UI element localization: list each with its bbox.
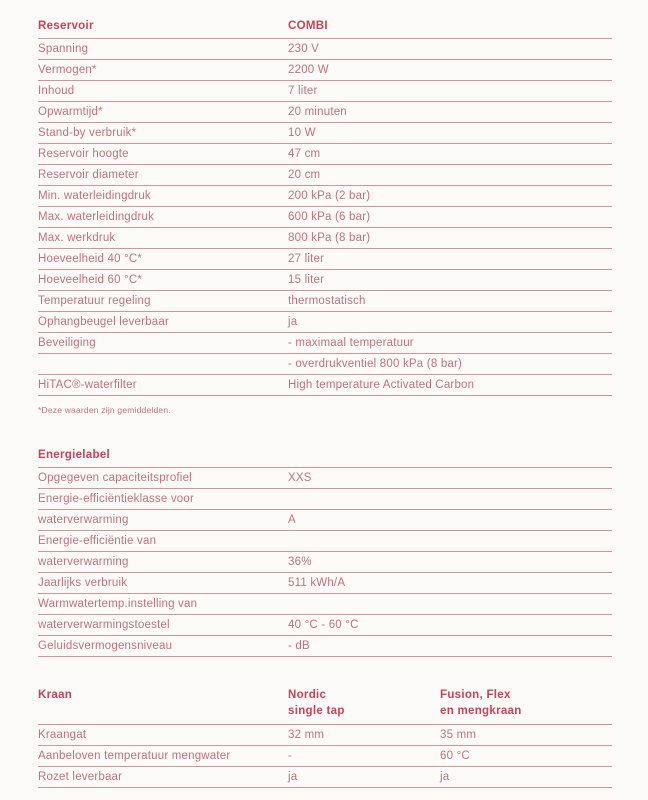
section-gap <box>38 657 612 683</box>
row-label: Stand-by verbruik* <box>38 127 137 139</box>
row-label: Kraangat <box>38 729 87 741</box>
row-value: 40 °C - 60 °C <box>288 619 359 631</box>
table-row <box>38 333 612 354</box>
table-row <box>38 39 612 60</box>
row-value: ja <box>288 316 298 328</box>
row-label: Aanbeloven temperatuur mengwater <box>38 750 231 762</box>
row-label: Geluidsvermogensniveau <box>38 640 173 652</box>
row-label: Opwarmtijd* <box>38 106 103 118</box>
row-label: Energie-efficiëntie van <box>38 535 157 547</box>
table-row <box>38 531 612 552</box>
row-value: 511 kWh/A <box>288 577 346 589</box>
row-value: - maximaal temperatuur <box>288 337 414 349</box>
table-row <box>38 186 612 207</box>
row-label: Reservoir diameter <box>38 169 139 181</box>
row-label: waterverwarming <box>38 556 129 568</box>
table-row <box>38 207 612 228</box>
table-row <box>38 312 612 333</box>
table-row <box>38 468 612 489</box>
table-row <box>38 510 612 531</box>
row-value-fusion: ja <box>440 771 450 783</box>
row-label: Inhoud <box>38 85 75 97</box>
row-value: 27 liter <box>288 253 325 265</box>
row-label: waterverwarmingstoestel <box>38 619 170 631</box>
section-reservoir <box>38 14 612 396</box>
row-label: Beveiliging <box>38 337 96 349</box>
table-row <box>38 144 612 165</box>
row-value: thermostatisch <box>288 295 366 307</box>
row-value: 800 kPa (8 bar) <box>288 232 371 244</box>
row-value: XXS <box>288 472 312 484</box>
table-row <box>38 102 612 123</box>
section-title-energielabel: Energielabel <box>38 449 110 461</box>
table-row <box>38 489 612 510</box>
row-label: Temperatuur regeling <box>38 295 151 307</box>
row-value: - overdrukventiel 800 kPa (8 bar) <box>288 358 463 370</box>
table-row <box>38 767 612 788</box>
row-label: HiTAC®-waterfilter <box>38 379 137 391</box>
row-value-nordic: 32 mm <box>288 729 325 741</box>
table-row <box>38 165 612 186</box>
row-value-nordic: - <box>288 750 293 762</box>
row-value-nordic: ja <box>288 771 298 783</box>
section-title-kraan: Kraan <box>38 689 73 701</box>
row-value: 15 liter <box>288 274 325 286</box>
table-row <box>38 81 612 102</box>
row-label: Hoeveelheid 40 °C* <box>38 253 143 265</box>
table-row <box>38 60 612 81</box>
row-label: Min. waterleidingdruk <box>38 190 151 202</box>
row-label: Ophangbeugel leverbaar <box>38 316 169 328</box>
table-row <box>38 594 612 615</box>
table-row <box>38 725 612 746</box>
section-kraan <box>38 683 612 788</box>
column-header-combi: COMBI <box>288 20 328 32</box>
table-row <box>38 573 612 594</box>
row-value: - dB <box>288 640 310 652</box>
table-row <box>38 270 612 291</box>
table-row <box>38 552 612 573</box>
table-row <box>38 746 612 767</box>
section-gap <box>38 415 612 443</box>
row-label: Reservoir hoogte <box>38 148 129 160</box>
row-label: Rozet leverbaar <box>38 771 123 783</box>
row-value: 230 V <box>288 43 320 55</box>
row-label: Warmwatertemp.instelling van <box>38 598 198 610</box>
row-label: Max. waterleidingdruk <box>38 211 155 223</box>
row-label: Jaarlijks verbruik <box>38 577 128 589</box>
row-value-fusion: 35 mm <box>440 729 477 741</box>
row-label: Spanning <box>38 43 89 55</box>
table-row <box>38 636 612 657</box>
table-row <box>38 249 612 270</box>
kraan-header-row <box>38 683 612 725</box>
table-row <box>38 615 612 636</box>
table-row <box>38 375 612 396</box>
table-row <box>38 291 612 312</box>
section-title-reservoir: Reservoir <box>38 20 94 32</box>
section-energielabel <box>38 443 612 657</box>
row-value: 20 cm <box>288 169 321 181</box>
column-header-nordic: Nordic single tap <box>288 689 345 717</box>
column-header-fusion: Fusion, Flex en mengkraan <box>440 689 522 717</box>
row-value: 20 minuten <box>288 106 347 118</box>
row-value: High temperature Activated Carbon <box>288 379 475 391</box>
row-label: Vermogen* <box>38 64 97 76</box>
footnote: *Deze waarden zijn gemiddelden. <box>38 405 171 415</box>
row-value: 600 kPa (6 bar) <box>288 211 371 223</box>
row-label: Max. werkdruk <box>38 232 116 244</box>
energielabel-header-row <box>38 443 612 468</box>
row-value: 47 cm <box>288 148 321 160</box>
row-value: 2200 W <box>288 64 329 76</box>
row-value: A <box>288 514 296 526</box>
row-label: Energie-efficiëntieklasse voor <box>38 493 195 505</box>
row-value-fusion: 60 °C <box>440 750 470 762</box>
row-value: 7 liter <box>288 85 318 97</box>
table-row <box>38 123 612 144</box>
row-label: waterverwarming <box>38 514 129 526</box>
table-row <box>38 228 612 249</box>
row-value: 36% <box>288 556 312 568</box>
table-row <box>38 354 612 375</box>
row-label: Hoeveelheid 60 °C* <box>38 274 143 286</box>
reservoir-header-row <box>38 14 612 39</box>
row-label: Opgegeven capaciteitsprofiel <box>38 472 192 484</box>
row-value: 10 W <box>288 127 316 139</box>
row-value: 200 kPa (2 bar) <box>288 190 371 202</box>
